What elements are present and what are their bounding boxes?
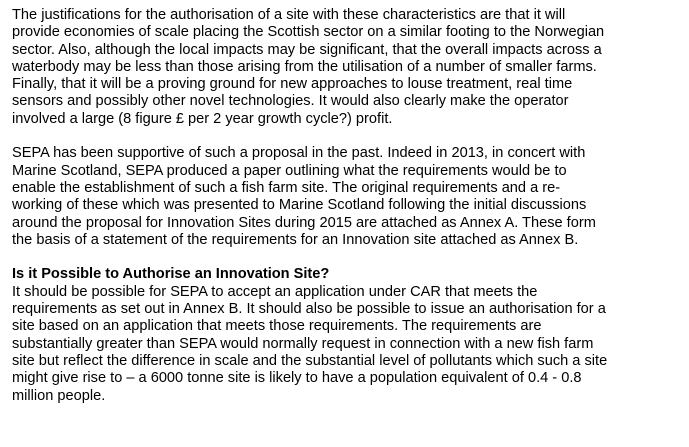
document-page <box>12 7 686 405</box>
paragraph-line: Marine Scotland, SEPA produced a paper outlining what the requirements would be to <box>12 162 567 179</box>
paragraph-line: working of these which was presented to Marine Scotland following the initial discussions <box>12 197 587 214</box>
paragraph-line: million people. <box>12 387 106 404</box>
paragraph-line: SEPA has been supportive of such a proposal in the past. Indeed in 2013, in concert with <box>12 145 586 162</box>
paragraph-line: site based on an application that meets those requirements. The requirements are <box>12 318 542 335</box>
paragraph-line: It should be possible for SEPA to accept an application under CAR that meets the <box>12 283 538 300</box>
paragraph-line: requirements as set out in Annex B. It should also be possible to issue an authorisation for a <box>12 301 606 318</box>
paragraph-line: Finally, that it will be a proving ground for new approaches to louse treatment, real time <box>12 76 573 93</box>
paragraph-line: involved a large (8 figure £ per 2 year growth cycle?) profit. <box>12 110 393 127</box>
paragraph-line: the basis of a statement of the requirements for an Innovation site attached as Annex B. <box>12 231 579 248</box>
paragraph-line: enable the establishment of such a fish farm site. The original requirements and a re- <box>12 179 561 196</box>
paragraph-spacer <box>12 128 686 145</box>
paragraph-line: site but reflect the difference in scale and the substantial level of pollutants which such a site <box>12 352 608 369</box>
justifications-paragraph <box>12 7 686 128</box>
paragraph-line: around the proposal for Innovation Sites during 2015 are attached as Annex A. These form <box>12 214 596 231</box>
paragraph-spacer <box>12 249 686 266</box>
section-heading: Is it Possible to Authorise an Innovation Site? <box>12 266 330 283</box>
paragraph-line: sensors and possibly other novel technologies. It would also clearly make the operator <box>12 93 569 110</box>
paragraph-line: The justifications for the authorisation of a site with these characteristics are that it will <box>12 7 566 23</box>
paragraph-line: substantially greater than SEPA would normally request in connection with a new fish farm <box>12 335 594 352</box>
sepa-support-paragraph <box>12 145 686 249</box>
paragraph-line: might give rise to – a 6000 tonne site is likely to have a population equivalent of 0.4 - 0.8 <box>12 370 582 387</box>
paragraph-line: sector. Also, although the local impacts may be significant, that the overall impacts across a <box>12 41 602 58</box>
paragraph-line: waterbody may be less than those arising from the utilisation of a number of smaller farms. <box>12 58 597 75</box>
paragraph-line: provide economies of scale placing the Scottish sector on a similar footing to the Norwegian <box>12 24 605 41</box>
authorisation-paragraph <box>12 284 686 405</box>
